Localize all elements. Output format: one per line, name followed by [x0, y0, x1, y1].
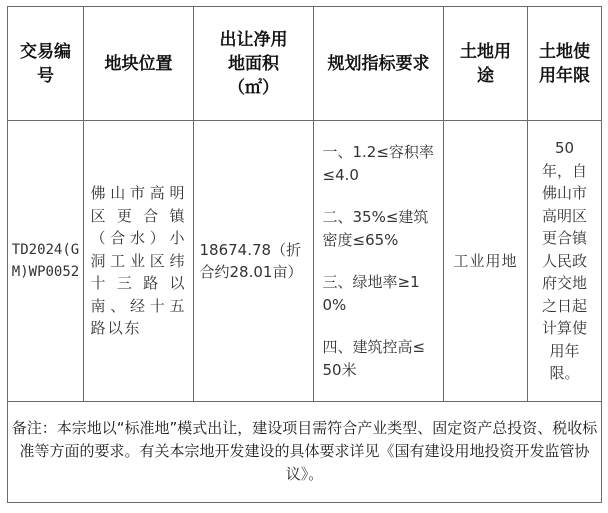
requirement-item: 二、35%≤建筑密度≤65% — [322, 208, 429, 249]
header-land-use: 土地用途 — [444, 7, 528, 121]
requirement-item: 一、1.2≤容积率≤4.0 — [322, 143, 434, 184]
requirements-list — [323, 141, 435, 381]
cell-land-term: 50年，自佛山市高明区更合镇人民政府交地之日起计算使用年限。 — [528, 121, 602, 402]
cell-trade-code: TD2024(GM)WP0052 — [8, 121, 84, 402]
requirement-item: 三、绿地率≥10% — [322, 273, 420, 314]
header-requirements: 规划指标要求 — [314, 7, 444, 121]
header-land-term: 土地使用年限 — [528, 7, 602, 121]
cell-location: 佛山市高明区更合镇（合水）小洞工业区纬十三路以南、经十五路以东 — [84, 121, 194, 402]
cell-requirements — [314, 121, 444, 402]
table-row — [8, 121, 602, 402]
note-text: 备注：本宗地以“标准地”模式出让，建设项目需符合产业类型、固定资产总投资、税收标准等方面的要求。有关本宗地开发建设的具体要求详见《国有建设用地投资开发监管协议》。 — [11, 419, 598, 484]
land-parcel-table — [7, 6, 602, 503]
cell-land-use: 工业用地 — [444, 121, 528, 402]
header-location: 地块位置 — [84, 7, 194, 121]
header-area: 出让净用地面积（㎡） — [194, 7, 314, 121]
note-row — [8, 401, 602, 502]
cell-note — [8, 401, 602, 502]
header-row — [8, 7, 602, 121]
requirement-item: 四、建筑控高≤50米 — [322, 338, 426, 379]
cell-area: 18674.78（折合约28.01亩） — [194, 121, 314, 402]
header-trade-code: 交易编号 — [8, 7, 84, 121]
